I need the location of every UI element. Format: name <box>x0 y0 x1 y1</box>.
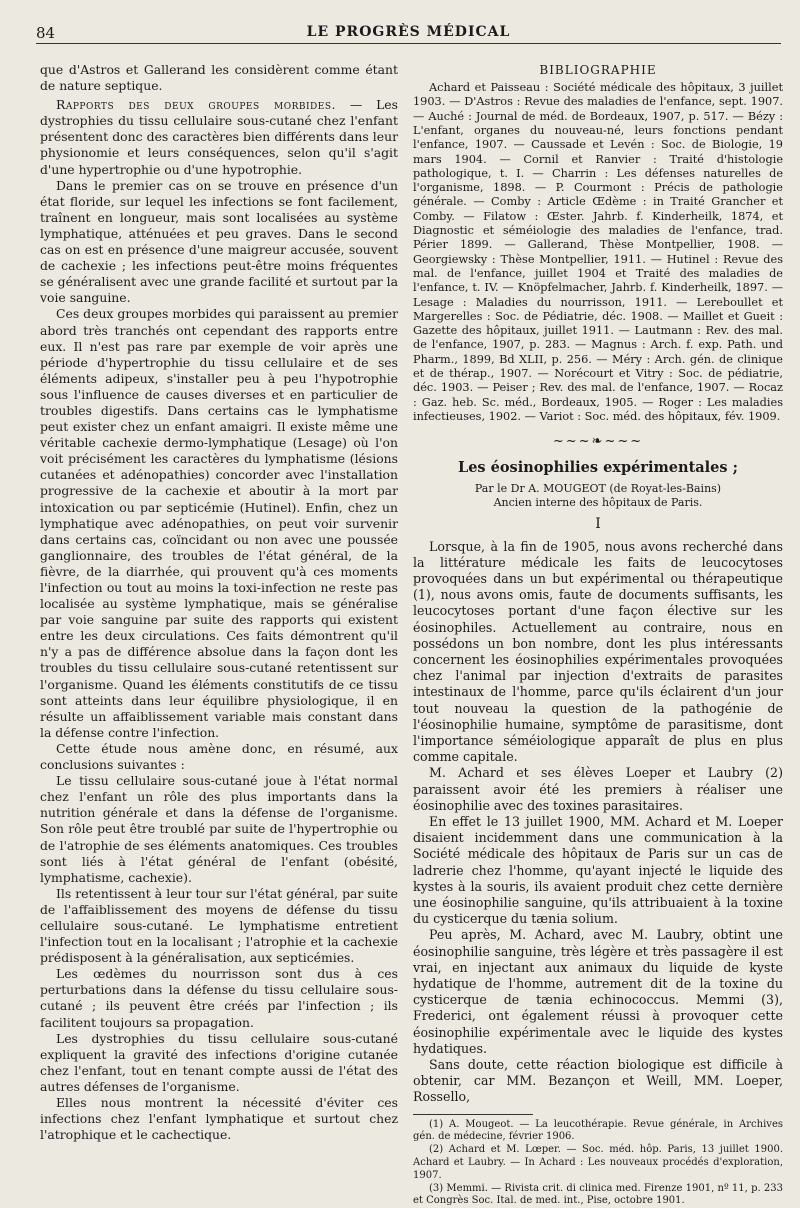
paragraph: Sans doute, cette réaction biologique est difficile à obtenir, car MM. Bezançon et Weill, MM. Loeper, Rossello, <box>413 1057 783 1105</box>
footnote-rule <box>413 1114 533 1115</box>
journal-title: LE PROGRÈS MÉDICAL <box>306 24 511 40</box>
section-number: I <box>595 516 601 533</box>
paragraph: Dans le premier cas on se trouve en présence d'un état floride, sur lequel les infections se font facilement, traînent en longueur, mais sont localisées au système lymphatique, atténuées et peu graves. Dans le second cas on est en présence d'une maigreur accusée, souvent de cachexie ; les infections peut-être moins fréquentes se généralisent avec une grande facilité et surtout par la voie sanguine. <box>40 177 398 306</box>
left-column <box>40 62 398 1143</box>
paragraph: Elles nous montrent la nécessité d'éviter ces infections chez l'enfant lymphatique et surtout chez l'atrophique et le cachectique. <box>40 1095 398 1143</box>
footnote: (1) A. Mougeot. — La leucothérapie. Revue générale, in Archives gén. de médecine, février 1906. <box>413 1118 783 1143</box>
paragraph: Ils retentissent à leur tour sur l'état général, par suite de l'affaiblissement des moyens de défense du tissu cellulaire sous-cutané. Le lymphatisme entretient l'infection tout en la localisant ; l'atrophie et la cachexie prédisposent à la généralisation, aux septicémies. <box>40 885 398 966</box>
paragraph: M. Achard et ses élèves Loeper et Laubry (2) paraissent avoir été les premiers à réaliser une éosinophilie avec des toxines parasitaires. <box>413 765 783 813</box>
right-column <box>413 62 783 1208</box>
footnote: (3) Memmi. — Rivista crit. di clinica med. Firenze 1901, nº 11, p. 233 et Congrès Soc. Ital. de med. int., Pise, octobre 1901. <box>413 1182 783 1207</box>
footnote: (2) Achard et M. Lœper. — Soc. méd. hôp. Paris, 13 juillet 1900. Achard et Laubry. — In Achard : Les nouveaux procédés d'exploration, 1907. <box>413 1144 783 1181</box>
bibliography-text: Achard et Paisseau : Société médicale des hôpitaux, 3 juillet 1903. — D'Astros : Revue des maladies de l'enfance, sept. 1907. — Auché : Journal de méd. de Bordeaux, 1907, p. 517. — Bézy : L'enfant, organes du nouveau-né, leurs fonctions pendant l'enfance, 1907. — Caussade et Levén : Soc. de Biologie, 19 mars 1904. — Cornil et Ranvier : Traité d'histologie pathologique, t. I. — Charrin : Les défenses naturelles de l'organisme, 1898. — P. Courmont : Précis de pathologie générale. — Comby : Article Œdème : in Traité Grancher et Comby. — Filatow : Œster. Jahrb. f. Kinderheilk, 1874, et Diagnostic et séméiologie des maladies de l'enfance, trad. Périer 1899. — Gallerand, Thèse Montpellier, 1908. — Georgiewsky : Thèse Montpellier, 1911. — Hutinel : Revue des mal. de l'enfance, juillet 1904 et Traité des maladies de l'enfance, t. IV. — Knöpfelmacher, Jahrb. f. Kinderheilk, 1897. — Lesage : Maladies du nourrisson, 1911. — Lereboullet et Margerelles : Soc. de Pédiatrie, déc. 1908. — Maillet et Gueit : Gazette des hôpitaux, juillet 1911. — Lautmann : Rev. des mal. de l'enfance, 1907, p. 283. — Magnus : Arch. f. exp. Path. und Pharm., 1899, Bd XLII, p. 256. — Méry : Arch. gén. de clinique et de thérap., 1907. — Norécourt et Vitry : Soc. de pédiatrie, déc. 1903. — Peiser ; Rev. des mal. de l'enfance, 1907. — Rocaz : Gaz. heb. Sc. méd., Bordeaux, 1905. — Roger : Les maladies infectieuses, 1902. — Variot : Soc. méd. des hôpitaux, fév. 1909. <box>413 81 783 423</box>
author-affiliation: Ancien interne des hôpitaux de Paris. <box>493 496 703 510</box>
page-header <box>36 22 781 46</box>
header-rule <box>36 43 781 44</box>
paragraph-rapports <box>40 97 398 177</box>
paragraph: que d'Astros et Gallerand les considèrent comme étant de nature septique. <box>40 62 398 94</box>
page-number: 84 <box>36 24 56 42</box>
paragraph: Les dystrophies du tissu cellulaire sous-cutané expliquent la gravité des infections d'origine cutanée chez l'enfant, tout en tenant compte aussi de l'état des autres défenses de l'organisme. <box>40 1030 398 1094</box>
section-heading: Rapports des deux groupes morbides. <box>56 97 336 113</box>
paragraph: Cette étude nous amène donc, en résumé, aux conclusions suivantes : <box>40 740 398 773</box>
paragraph: Ces deux groupes morbides qui paraissent au premier abord très tranchés ont cependant des rapports entre eux. Il n'est pas rare par exemple de voir après une période d'hypertrophie du tissu cellulaire et de ses éléments adipeux, s'installer peu à peu l'hypotrophie sous l'influence de causes diverses et en particulier de troubles digestifs. Dans certains cas le lymphatisme peut exister chez un enfant amaigri. Il existe même une véritable cachexie dermo-lymphatique (Lesage) où l'on voit précisément les caractères du lymphatisme (lésions cutanées et adénopathies) concorder avec l'installation progressive de la cachexie et aboutir à la mort par intoxication ou par septicémie (Hutinel). Enfin, chez un lymphatique avec adénopathies, on peut voir survenir dans certains cas, coïncidant ou non avec une poussée ganglionnaire, des troubles de l'état général, de la fièvre, de la diarrhée, qui prouvent qu'à ces moments l'infection ou tout au moins la toxi-infection ne reste pas localisée au système lymphatique, mais se généralise par voie sanguine par suite des rapports qui existent entre les deux circulations. Ces faits démontrent qu'il n'y a pas de différence absolue dans la façon dont les troubles du tissu cellulaire sous-cutané retentissent sur l'organisme. Quand les éléments constitutifs de ce tissu sont atteints dans leur équilibre physiologique, il en résulte un affaiblissement variable mais constant dans la défense contre l'infection. <box>40 306 398 740</box>
paragraph: En effet le 13 juillet 1900, MM. Achard et M. Loeper disaient incidemment dans une communication à la Société médicale des hôpitaux de Paris sur un cas de ladrerie chez l'homme, qu'ayant injecté le liquide des kystes à la souris, ils avaient produit chez cette dernière une éosinophilie sanguine, qu'ils attribuaient à la toxine du cysticerque du tænia solium. <box>413 813 783 927</box>
bibliography-title: BIBLIOGRAPHIE <box>539 63 657 77</box>
paragraph: Les œdèmes du nourrisson sont dus à ces perturbations dans la défense du tissu cellulaire sous-cutané ; ils peuvent être créés par l'infection ; ils facilitent toujours sa propagation. <box>40 966 398 1030</box>
author-line: Par le Dr A. MOUGEOT (de Royat-les-Bains) <box>474 482 722 496</box>
paragraph: Le tissu cellulaire sous-cutané joue à l'état normal chez l'enfant un rôle des plus importants dans la nutrition générale et dans la défense de l'organisme. Son rôle peut être troublé par suite de l'hypertrophie ou de l'atrophie de ses éléments anatomiques. Ces troubles sont liés à l'état général de l'enfant (obésité, lymphatisme, cachexie). <box>40 773 398 885</box>
paragraph: Lorsque, à la fin de 1905, nous avons recherché dans la littérature médicale les faits de leucocytoses provoquées dans un but expérimental ou thérapeutique (1), nous avons omis, faute de documents suffisants, les leucocytoses portant d'une façon élective sur les éosinophiles. Actuellement au contraire, nous en possédons un bon nombre, dont les plus intéressants concernent les éosinophilies expérimentales provoquées chez l'animal par injection d'extraits de parasites intestinaux de l'homme, parce qu'ils éclairent d'un jour tout nouveau la question de la pathogénie de l'éosinophilie humaine, symptôme de parasitisme, dont l'importance séméiologique apparaît de plus en plus comme capitale. <box>413 538 783 765</box>
article-title: Les éosinophilies expérimentales ; <box>458 459 738 477</box>
ornament-divider: ~~~❧~~~ <box>552 434 644 450</box>
paragraph: Peu après, M. Achard, avec M. Laubry, obtint une éosinophilie sanguine, très légère et très passagère il est vrai, en injectant aux animaux du liquide de kyste hydatique de l'homme, autrement dit de la toxine du cysticerque de tænia echinococcus. Memmi (3), Frederici, ont également réussi à provoquer cette éosinophilie expérimentale avec le liquide des kystes hydatiques. <box>413 927 783 1056</box>
paragraph-text: — Les dystrophies du tissu cellulaire sous-cutané chez l'enfant présentent donc des caractères bien différents dans leur physionomie et leurs conséquences, selon qu'il s'agit d'une hypertrophie ou d'une hypotrophie. <box>40 97 398 177</box>
